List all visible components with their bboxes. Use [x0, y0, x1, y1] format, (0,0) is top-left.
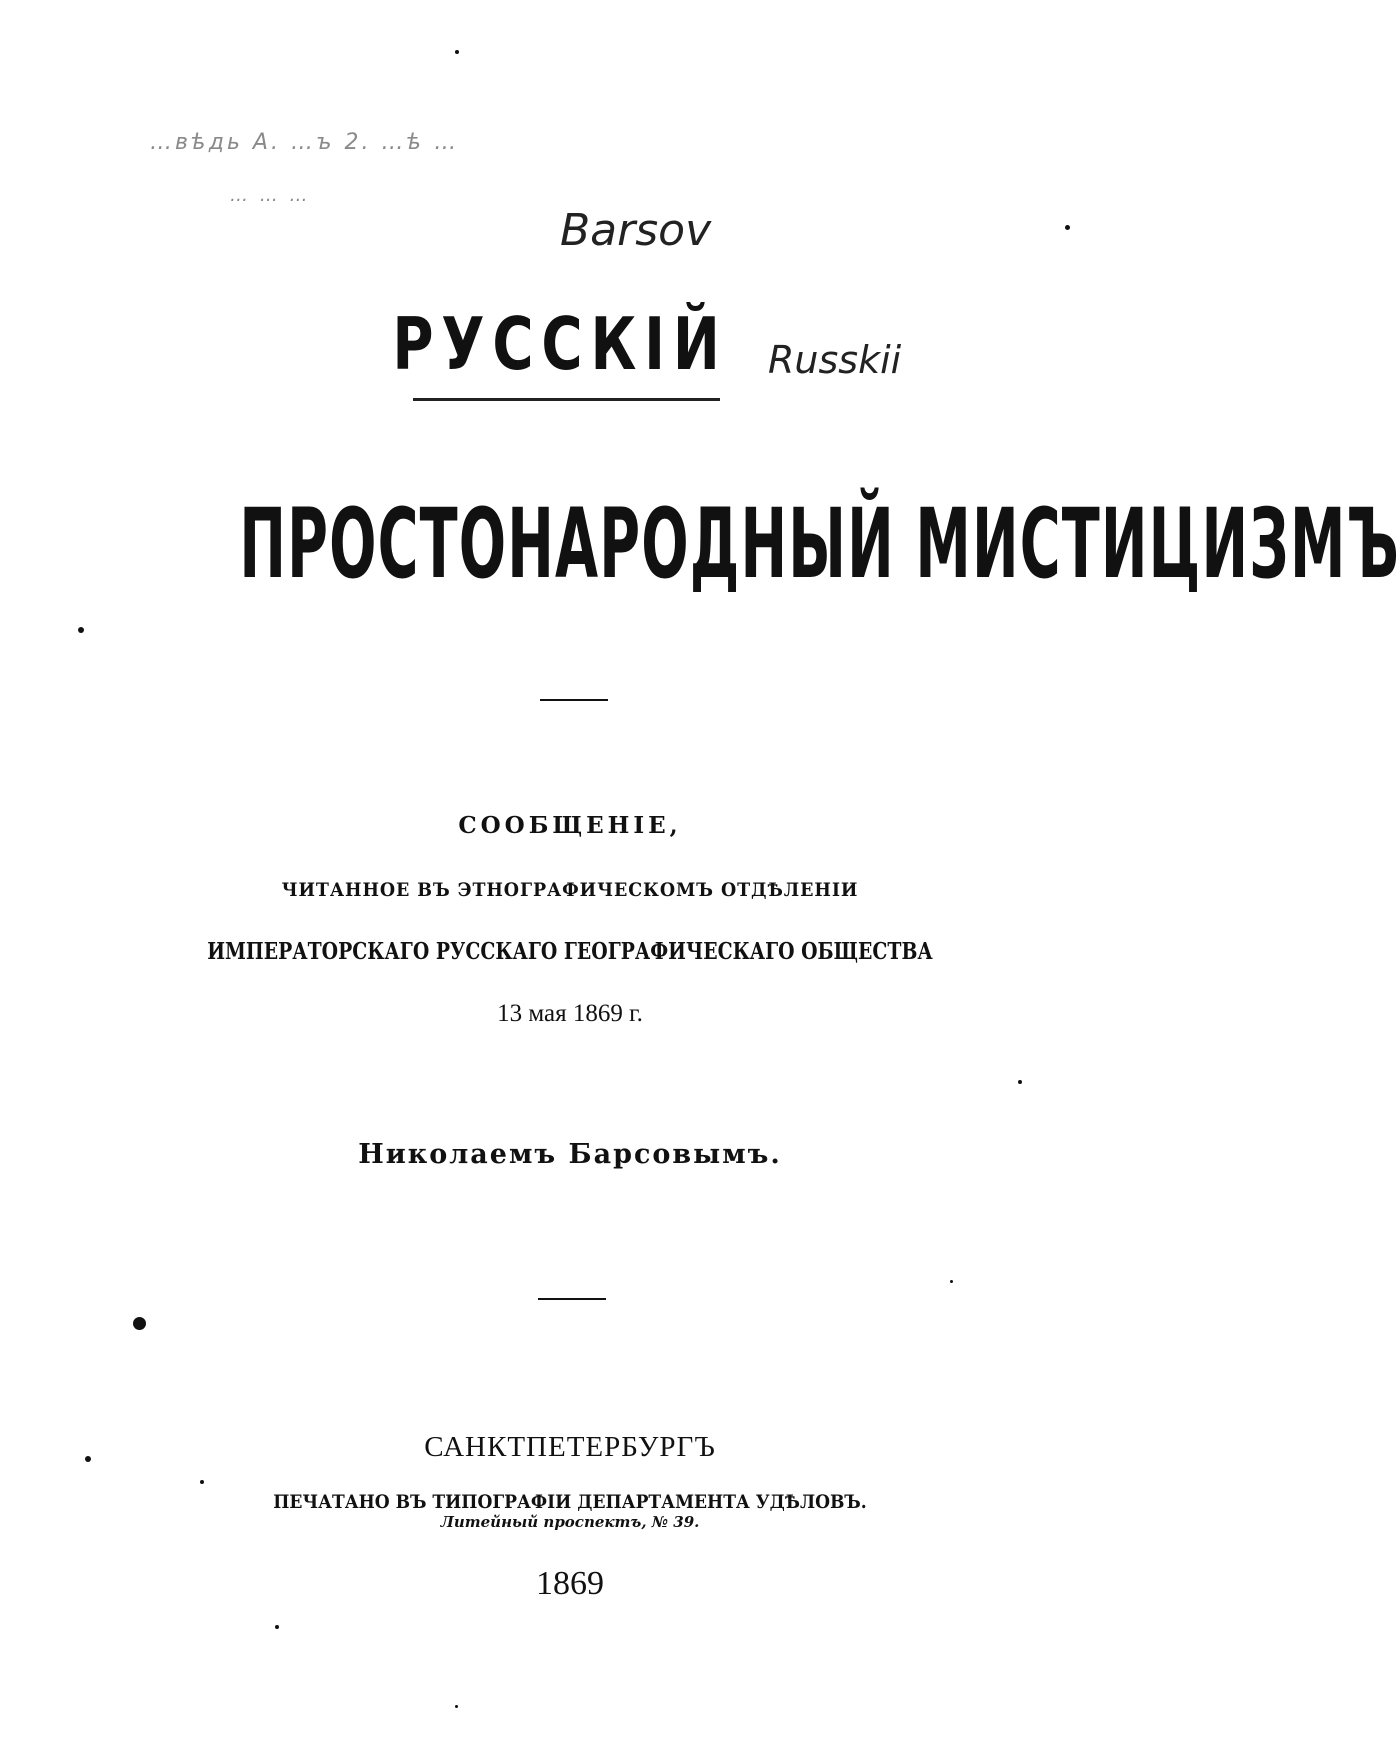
scan-speck — [455, 50, 459, 54]
title-line-2: ПРОСТОНАРОДНЫЙ МИСТИЦИЗМЪ — [239, 488, 1400, 600]
imprint-address: Литейный проспектъ, № 39. — [440, 1513, 700, 1531]
scan-speck — [200, 1480, 204, 1484]
scan-speck — [133, 1317, 146, 1330]
scan-speck — [1018, 1080, 1022, 1084]
title-line-1: РУССКІЙ — [392, 302, 728, 386]
subtitle-soobshchenie: СООБЩЕНІЕ, — [458, 812, 682, 839]
scan-speck — [275, 1625, 279, 1629]
pencil-annotation-2: … … … — [230, 185, 311, 206]
author-line: Николаемъ Барсовымъ. — [358, 1139, 782, 1170]
handwritten-author-name: Barsov — [560, 205, 712, 256]
subtitle-society: ИМПЕРАТОРСКАГО РУССКАГО ГЕОГРАФИЧЕСКАГО ОБЩЕСТВА — [207, 938, 933, 965]
imprint-city: САНКТПЕТЕРБУРГЪ — [424, 1431, 716, 1463]
scan-speck — [950, 1280, 953, 1283]
divider-rule-1 — [540, 699, 608, 701]
scan-speck — [1065, 225, 1070, 230]
imprint-year: 1869 — [536, 1565, 604, 1602]
imprint-printer: ПЕЧАТАНО ВЪ ТИПОГРАФІИ ДЕПАРТАМЕНТА УДѢЛОВЪ. — [273, 1491, 867, 1513]
subtitle-date: 13 мая 1869 г. — [497, 1000, 643, 1027]
title-underline — [413, 398, 720, 401]
divider-rule-2 — [538, 1298, 606, 1300]
subtitle-chitannoe: ЧИТАННОЕ ВЪ ЭТНОГРАФИЧЕСКОМЪ ОТДѢЛЕНІИ — [281, 879, 859, 901]
pencil-annotation-1: …вѣдь А. …ъ 2. …ѣ … — [150, 130, 460, 155]
scan-speck — [78, 627, 84, 633]
handwritten-transliteration: Russkii — [768, 338, 902, 382]
scan-speck — [455, 1705, 458, 1708]
scan-speck — [85, 1456, 91, 1462]
